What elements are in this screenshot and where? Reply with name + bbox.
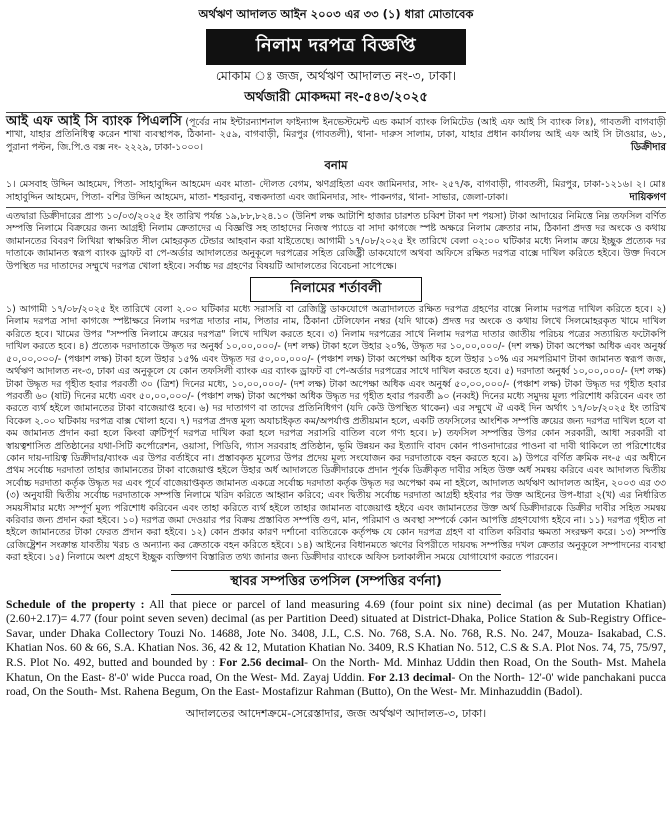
court-name: মোকাম ঃ জজ, অর্থঋণ আদালত নং-৩, ঢাকা। — [215, 68, 457, 83]
auction-notice — [6, 6, 666, 724]
schedule-bold-1: For 2.56 decimal — [219, 655, 305, 669]
intro-paragraph: এতদ্বারা ডিক্রীদারের প্রাপ্য ১০/০৩/২০২৫ ইং তারিখ পর্যন্ত ১৯,৮৮,৮২৪.১০ (উনিশ লক্ষ আটাশি হাজার চারশত চব্বিশ টাকা দশ পয়সা) টাকা আদায়ের নিমিত্তে নিম্ন তফসিল বর্ণিত সম্পত্তি নিলামে বিক্রয়ের জন্য আগ্রহী নিলাম ক্রেতাদের এ বিজ্ঞপ্তি সহ তাহাদের নিজস্ব প্যাডে বা সাদা কাগজে স্পষ্ট অক্ষরে নিলাম ক্রেতার নাম, ঠিকানা প্রদত্ত দর অংকে ও কথায় জামানতের বিবরণ লিখিয়া স্বাক্ষরিত সীল মোহরকৃত টেন্ডার আহবান করা যাইতেছে। আগামী ১৭/০৮/২০২৫ ইং তারিখে বেলা ০২:০০ ঘটিকার মধ্যে নিলাম ক্রয়ে ইচ্ছুক প্রত্যেক দর দাতাকে জামানত স্বরূপ ব্যাংক ড্রাফট বা পে-অর্ডার আদালতের অনুকূলে দরপত্রের সহিত রেজিষ্ট্রী ডাকযোগে অথবা অফিসে রক্ষিত দরপত্র বাক্সে দাখিল করিতে হইবে। উক্ত দিবসে উপস্থিত দর দাতাদের সম্মুখে দরপত্র খোলা হইবে। সর্বাচ্চ দর গ্রহণের বিষয়টি আদালতের বিবেচনা সাপেক্ষে। — [6, 211, 666, 272]
schedule-body-3: - On the North- 12'-0' wide panchakani pucca road, On the South- Mst. Rahena Begum, On the East- Mostafizur Rahman (Butto), On the West- Mr. Minhazuddin (Badol). — [6, 670, 666, 699]
case-number: অর্থজারী মোকদ্দমা নং-৫৪৩/২০২৫ — [244, 90, 428, 105]
terms-heading: নিলামের শর্তাবলী — [250, 277, 422, 302]
defendants-block — [6, 179, 666, 204]
notice-title: নিলাম দরপত্র বিজ্ঞপ্তি — [206, 29, 466, 65]
schedule-body-1: All that piece or parcel of land measuring 4.69 (four point six nine) decimal (as per Mutation Khatian) (2.60+2.17)= 4.77 (four point seven seven) decimal (as per Partition Deed) situated at District-Dhaka, Police Station & Sub-Registry Office- Savar, under Dhaka Collectory Touzi No. 14688, Jote No. 3408, J.L, C.S. No. 768, S.A. No. 768, R.S. No. 247, Mouza- Isakabad, C.S. Khatian Nos. 60 & 66, S.A. Khatian Nos. 36, 42 & 12, Mutation Khatian No. 3409, R.S Khatian No. 512, C.S & S.A. Plot Nos. 74, 75, 75/97, R.S. Plot No. 492, butted and bounded by : — [6, 597, 666, 669]
schedule-label: Schedule of the property : — [6, 597, 145, 611]
schedule-text — [6, 598, 666, 700]
bank-name: আই এফ আই সি ব্যাংক পিএলসি — [6, 114, 182, 129]
divider — [6, 112, 666, 113]
schedule-bold-2: For 2.13 decimal — [367, 670, 452, 684]
versus-label: বনাম — [324, 158, 348, 173]
schedule-body-2: - On the North- Md. Minhaz Uddin then Road, On the South- Mst. Mahela Khatun, On the East- 8'-0' wide Pucca road, On the West- Md. Zayaj Uddin. — [6, 655, 666, 684]
schedule-heading: স্থাবর সম্পত্তির তপসিল (সম্পত্তির বর্ণনা) — [171, 570, 501, 595]
plaintiff-block — [6, 116, 666, 154]
bank-details: (পূর্বের নাম ইন্টারন্যাশনাল ফাইন্যান্স ইনভেস্টমেন্ট এন্ড কমার্স ব্যাংক লিমিটেড (আই এফ আই সি ব্যাংক লিঃ), গাবতলী বাগবাড়ী শাখা, যাহার প্রতিনিধিত্ব করেন শাখা ব্যবস্থাপক, ঠিকানা- ২৫৯, বাগবাড়ী, মিরপুর (গাবতলী), থানা- দারুস সালাম, ঢাকা, যাহার প্রধান কার্যালয় আই এফ আই সি টাওয়ার, ৬১, পুরানা পল্টন, জি.পি.ও বক্স নং- ২২২৯, ঢাকা-১০০০। — [6, 117, 666, 153]
divider — [6, 207, 666, 208]
act-reference: অর্থঋণ আদালত আইন ২০০৩ এর ৩৩ (১) ধারা মোতাবেক — [198, 7, 474, 21]
defendants-text: ১। মেসবাহ উদ্দিন আহমেদ, পিতা- সাহাবুদ্দিন আহমেদ এবং মাতা- দৌলত বেগম, ঋণগ্রহিতা এবং জামিনদার, সাং- ২৫৭/ক, বাগবাড়ী, গাবতলী, মিরপুর, ঢাকা-১২১৬। ২। মোঃ সাহাবুদ্দিন আহমেদ, পিতা- বশির উদ্দিন আহমেদ, মাতা- শহরবানু, বন্ধকদাতা এবং জামিনদার, সাং- পাকনগর, থানা- সাভার, জেলা-ঢাকা। — [6, 179, 666, 203]
terms-paragraph: ১) আগামী ১৭/০৮/২০২৫ ইং তারিখে বেলা ২.০০ ঘটিকার মধ্যে সরাসরি বা রেজিষ্ট্রি ডাকযোগে অত্রাদালতে রক্ষিত দরপত্র গ্রহণের বাক্সে নিলাম দরপত্র দাখিল করিতে হবে। ২) নিলাম দরপত্র সাদা কাগজে স্পষ্টাক্ষরে নিলাম দরপত্র দাতার নাম, পিতার নাম, ঠিকানা টেলিফোন নম্বর (যদি থাকে) প্রদত্ত দর অংকে ও কথায় লিখে সিলমোহরকৃত খামে দাখিল করিতে হবে। খামের উপর "সম্পত্তি নিলামে ক্রয়ের দরপত্র" লিখে দাখিল করতে হবে। ৩) নিলাম দরপত্রের সাথে নিলাম দরপত্র দাতার জাতীয় পরিচয় পত্রের সত্যায়িত ফটোকপি দাখিল করতে হবে। ৪) প্রত্যেক দরদাতাকে উদ্ধৃত দর অনুর্ধ্ব ১০,০০,০০০/- (দশ লক্ষ) টাকা হলে উহার ২০%, উদ্ধৃত দর ১০,০০,০০০/- (দশ লক্ষ) টাকা অপেক্ষা অধিক এবং অনুর্ধ্ব ৫০,০০,০০০/- (পঞ্চাশ লক্ষ) টাকা হলে উহার ১৫% এবং উদ্ধৃত দর ৫০,০০,০০০/- (পঞ্চাশ লক্ষ) টাকা অপেক্ষা অধিক হলে উহার ১০% এর সমপরিমাণ টাকা জামানত স্বরূপ জজ, অর্থঋণ আদালত নং-৩, ঢাকা এর অনুকূলে যে কোন তফসিলী ব্যাংক এর ব্যাংক ড্রাফট বা পে-অর্ডার দরপত্রের সাথে দাখিল করতে হবে। ৫) দরদাতা অনুর্ধ্ব ১০,০০,০০০/- (দশ লক্ষ) টাকা উদ্ধৃত দর গৃহীত হবার পরবর্তী ৩০ (ত্রিশ) দিনের মধ্যে, ১০,০০,০০০/- (দশ লক্ষ) টাকা অপেক্ষা অধিক এবং অনুর্ধ্ব ৫০,০০,০০০/- (পঞ্চাশ লক্ষ) টাকা উদ্ধৃত দর গৃহীত হবার পরবর্তী ৬০ (ষাট) দিনের মধ্যে এবং ৫০,০০,০০০/- (পঞ্চাশ লক্ষ) টাকা অপেক্ষা অধিক উদ্ধৃত দর গৃহীত হবার পরবর্তী ৯০ (নব্বই) দিনের মধ্যে সমুদয় মূল্য পরিশোধ করিবেন এবং তা করতে ব্যর্থ হইলে জামানতের টাকা বাজেয়াপ্ত হবে। ৬) দর দাতাগণ বা তাদের প্রতিনিধিগণ (যদি কেউ উপস্থিত থাকেন) এর সম্মুখে ঐ একই দিন অর্থাৎ ১৭/০৮/২০২৫ ইং তারিখ বিকেল ২.০০ ঘটিকায় দরপত্র বাক্স খোলা হবে। ৭) দরপত্র প্রদত্ত মূল্য অযাচাইকৃত কম/অপর্যাপ্ত প্রতীয়মান হলে, একটি তফসিলের আংশিক সম্পত্তি ক্রয়ের জন্য দরপত্র দাখিল হলে বা কম জামানত প্রদান করা হলে কিংবা ত্রুটিপূর্ণ দরপত্র দাখিল করা হলে দরপত্র সরাসরি বাতিল বলে গণ্য হবে। ৮) তফসিল সম্পত্তির উপর কোন সরকারী, আধা সরকারী বা স্বায়ত্বশাসিত প্রতিষ্ঠানের যথা-সিটি কর্পোরেশন, ওয়াসা, পিডিবি, গ্যাস সরবরাহ প্রতিষ্ঠান, ভূমি উন্নয়ন কর ইত্যাদি বাবদ কোন পাওনাদারের পাওনা বা দাবী থাকিলে তা পরিশোধের কোন দায়-দায়িত্ব ডিক্রীদার/ব্যাংক এর উপর বর্তাইবে না। প্রস্তাবকৃত মূল্যের উপর প্রদেয় মূল্য সংযোজন কর দরদাতাকে বহন করতে হবে। ৯) উপরে বর্ণিত ক্রমিক নং-৫ এর অধীনে প্রথম সর্বোচ্চ দরদাতা তাহার জামানতের টাকা বাজেয়াপ্ত হইলে উহার অর্ধ আদালতে ডিক্রীদারকে প্রদান পূর্বক ডিক্রীকৃত দাবীর সহিত উক্ত অর্ধ সমন্বয় করিবে এবং আদালত দ্বিতীয় সর্বোচ্চ দরদাতা কর্তৃক উদ্ধৃত দর এবং পূর্বে বাজেয়াপ্তকৃত জামানত একত্রে সর্বোচ্চ দরদাতা কর্তৃক উদ্ধৃত দর অপেক্ষা কম না হইলে, আদালত অর্থঋণ আদালত আইন, ২০০৩ এর ৩৩ (৩) অনুযায়ী দ্বিতীয় সর্বোচ্চ দরদাতাকে সম্পত্তি নিলামে খরিদ করিতে আহ্বান করিবে; এবং দ্বিতীয় সর্বোচ্চ দরদাতা আগ্রহী হইবার পর উক্ত আইনের উপ-ধারা ২(খ) এর নির্ধারিত সময়সীমার মধ্যে সম্পূর্ণ মূল্য পরিশোধ করিবেন এবং তাহা করিতে ব্যর্থ হইলে তাহার জামানত বাজেয়াপ্ত হইবে এবং জামানতের উক্ত অর্থ ডিক্রীদারকে ডিক্রীর দাবীর সহিত সমন্বয় করিবার জন্য প্রদান করা হইবে। ১০) দরপত্র জমা দেওয়ার পর বিক্রয় প্রস্তাবিত সম্পত্তি গুণ, মান, পরিমাণ ও অবস্থা সম্পর্কে কোন আপত্তি গ্রহণযোগ্য হইবে না। ১১) দরপত্র গৃহীত না হইলে জামানতের টাকা ফেরত প্রদান করা হইবে। ১২) কোন প্রকার কারণ দর্শানো ব্যতিরেকে কর্তৃপক্ষ যে কোন দরপত্র গ্রহণ বা বাতিল করিবার ক্ষমতা সংরক্ষণ করে। ১৩) সম্পত্তি রেজিষ্ট্রেশন সংক্রান্ত যাবতীয় খরচ ও অন্যান্য কর ক্রেতাকে বহন করিতে হইবে। ১৪) আইনের বিধানমতে ঋণের বিপরীতে দায়বদ্ধ সম্পত্তির দখল ক্রেতার অনুকূলে সম্পাদনের ব্যবস্থা করা হইবে। ১৫) নিলামে অংশ গ্রহণে ইচ্ছুক ব্যক্তিগণ বিস্তারিত তথ্য জানার জন্য ডিক্রীদার ব্যাংকে অফিস চলাকালীন সময়ে যোগাযোগ করতে পারবেন। — [6, 304, 666, 564]
court-order-footer: আদালতের আদেশক্রমে-সেরেস্তাদার, জজ অর্থঋণ আদালত-৩, ঢাকা। — [185, 706, 487, 720]
judgment-debtors-tag: দায়িকগণ — [629, 191, 666, 203]
decree-holder-tag: ডিক্রীদার — [630, 141, 666, 153]
